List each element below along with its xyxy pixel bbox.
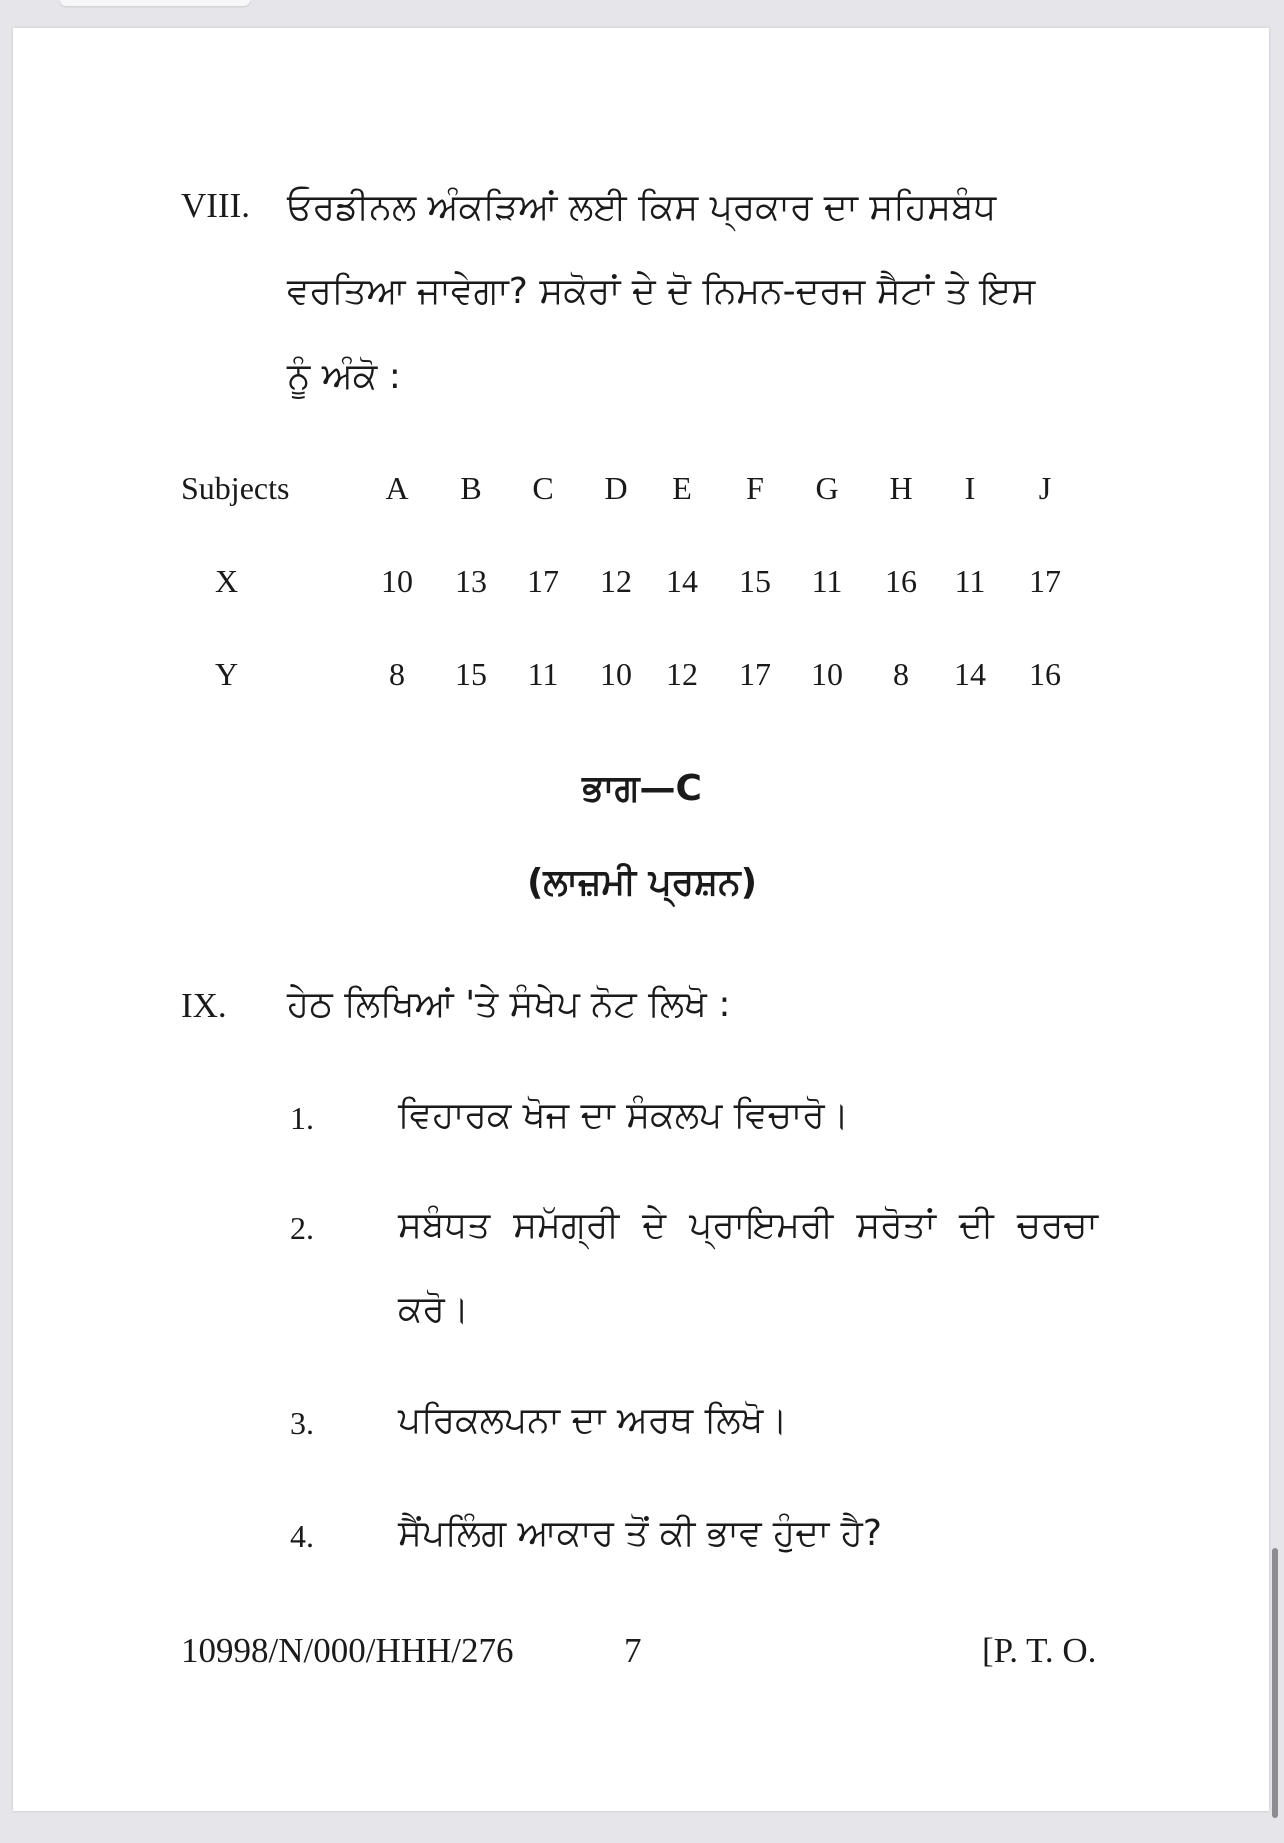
question-ix-text: ਹੇਠ ਲਿਖਿਆਂ 'ਤੇ ਸੰਖੇਪ ਨੋਟ ਲਿਖੋ : <box>287 984 731 1025</box>
row-label-y: Y <box>215 656 239 692</box>
score-cell: 12 <box>666 656 698 692</box>
question-viii-line-3: ਨੂੰ ਅੰਕੋ : <box>287 356 401 397</box>
score-cell: 8 <box>893 656 909 692</box>
score-cell: 14 <box>666 563 698 599</box>
subjects-label: Subjects <box>181 470 290 506</box>
list-item-number: 3. <box>290 1405 314 1441</box>
score-cell: 11 <box>954 563 986 599</box>
row-label-x: X <box>215 563 239 599</box>
table-header-row <box>0 468 1284 508</box>
list-item-text: ਪਰਿਕਲਪਨਾ ਦਾ ਅਰਥ ਲਿਖੋ। <box>398 1400 788 1441</box>
score-cell: 17 <box>739 656 771 692</box>
footer-code: 10998/N/000/HHH/276 <box>181 1631 514 1670</box>
score-cell: 11 <box>811 563 843 599</box>
score-cell: 15 <box>739 563 771 599</box>
subject-cell: B <box>460 470 482 506</box>
list-item-text: ਸਬੰਧਤ ਸਮੱਗ੍ਰੀ ਦੇ ਪ੍ਰਾਇਮਰੀ ਸਰੋਤਾਂ ਦੀ ਚਰਚਾ <box>398 1205 1098 1246</box>
footer-page-number: 7 <box>624 1631 642 1670</box>
table-row-x <box>0 561 1284 601</box>
subject-cell: D <box>604 470 628 506</box>
score-cell: 12 <box>600 563 632 599</box>
score-cell: 16 <box>885 563 917 599</box>
list-item-number: 4. <box>290 1518 314 1554</box>
score-cell: 10 <box>600 656 632 692</box>
score-cell: 10 <box>381 563 413 599</box>
score-cell: 14 <box>954 656 986 692</box>
subject-cell: G <box>815 470 839 506</box>
subject-cell: C <box>532 470 554 506</box>
list-item-text: ਸੈਂਪਲਿੰਗ ਆਕਾਰ ਤੋਂ ਕੀ ਭਾਵ ਹੁੰਦਾ ਹੈ? <box>398 1513 882 1554</box>
list-item-text: ਵਿਹਾਰਕ ਖੋਜ ਦਾ ਸੰਕਲਪ ਵਿਚਾਰੋ। <box>398 1095 849 1136</box>
question-ix-number: IX. <box>181 986 227 1025</box>
list-item-number: 2. <box>290 1210 314 1246</box>
section-title: ਭਾਗ—C <box>582 768 702 809</box>
score-cell: 16 <box>1029 656 1061 692</box>
table-row-y <box>0 654 1284 694</box>
footer-pto: [P. T. O. <box>982 1631 1097 1670</box>
vertical-scrollbar[interactable] <box>1272 1548 1278 1818</box>
question-viii-number: VIII. <box>181 186 250 225</box>
top-tab <box>60 0 250 6</box>
score-cell: 17 <box>1029 563 1061 599</box>
list-item-number: 1. <box>290 1100 314 1136</box>
subject-cell: I <box>964 470 976 506</box>
subject-cell: J <box>1038 470 1052 506</box>
score-cell: 10 <box>811 656 843 692</box>
question-viii-line-1: ਓਰਡੀਨਲ ਅੰਕੜਿਆਂ ਲਈ ਕਿਸ ਪ੍ਰਕਾਰ ਦਾ ਸਹਿਸਬੰਧ <box>287 187 997 228</box>
score-cell: 13 <box>455 563 487 599</box>
subject-cell: E <box>672 470 692 506</box>
score-cell: 11 <box>527 656 559 692</box>
score-cell: 17 <box>527 563 559 599</box>
question-viii-line-2: ਵਰਤਿਆ ਜਾਵੇਗਾ? ਸਕੋਰਾਂ ਦੇ ਦੋ ਨਿਮਨ-ਦਰਜ ਸੈਟਾਂ ਤੇ ਇਸ <box>287 271 1036 312</box>
score-cell: 15 <box>455 656 487 692</box>
section-subtitle: (ਲਾਜ਼ਮੀ ਪ੍ਰਸ਼ਨ) <box>526 862 758 903</box>
subject-cell: F <box>746 470 764 506</box>
subject-cell: A <box>385 470 409 506</box>
list-item-text-continued: ਕਰੋ। <box>398 1289 470 1330</box>
subject-cell: H <box>889 470 913 506</box>
score-cell: 8 <box>389 656 405 692</box>
